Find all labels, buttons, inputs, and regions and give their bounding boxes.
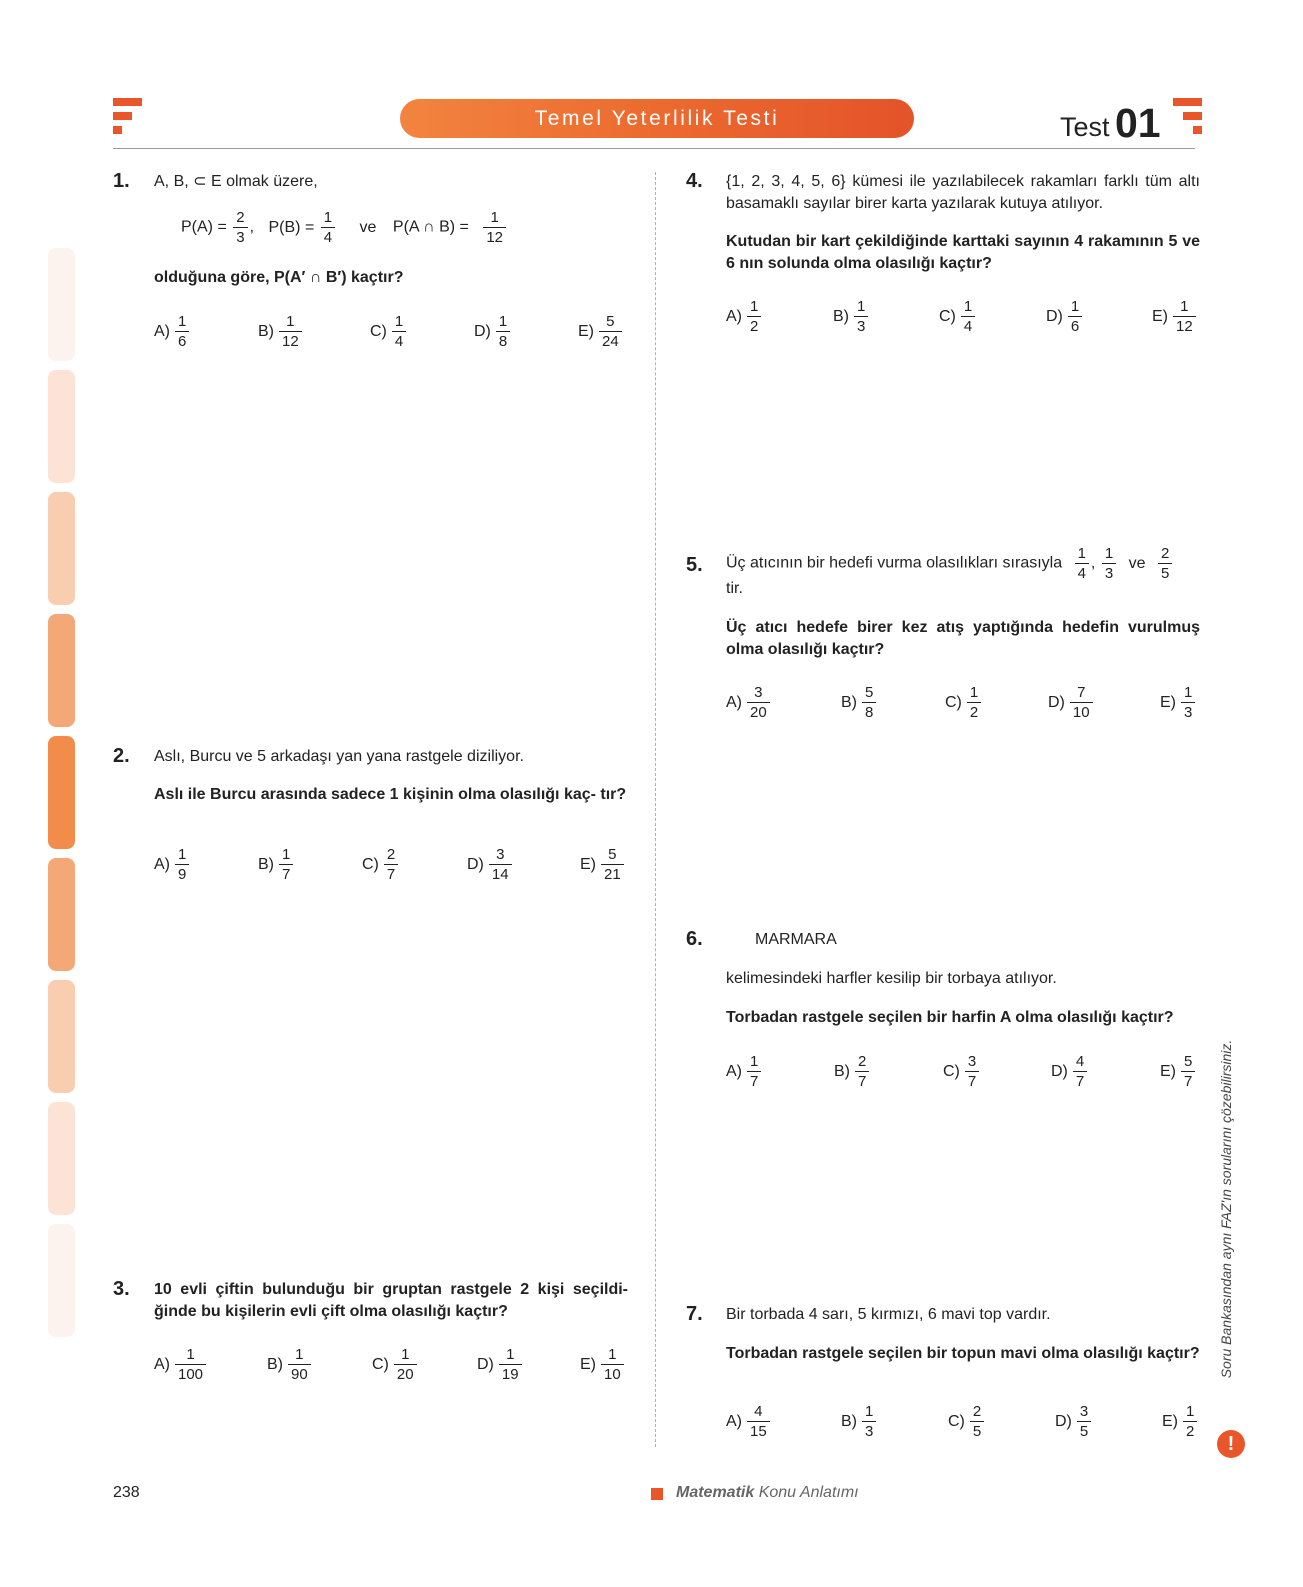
answer-option-e[interactable]: E) $\frac{5}{21}$: [580, 845, 626, 884]
answer-option-d[interactable]: D) $\frac{7}{10}$: [1048, 683, 1095, 722]
test-label: Test: [1060, 112, 1110, 142]
answer-option-e[interactable]: E) $\frac{1}{2}$: [1162, 1402, 1199, 1441]
answer-option-e[interactable]: E) $\frac{1}{3}$: [1160, 683, 1197, 722]
answer-option-d[interactable]: D) $\frac{1}{8}$: [474, 312, 512, 351]
answer-option-b[interactable]: B) $\frac{5}{8}$: [841, 683, 878, 722]
question-text: Kutudan bir kart çekildiğinde karttaki sayının 4 rakamının 5 ve 6 nın solunda olma olasılığı kaçtır?: [726, 233, 1200, 272]
answer-option-a[interactable]: A) $\frac{1}{9}$: [154, 845, 191, 884]
answer-option-a[interactable]: A) $\frac{4}{15}$: [726, 1402, 772, 1441]
answer-option-c[interactable]: C) $\frac{3}{7}$: [943, 1052, 981, 1091]
question-number: 4.: [686, 170, 703, 192]
footer-square-icon: [651, 1488, 663, 1500]
answer-option-b[interactable]: B) $\frac{1}{3}$: [841, 1402, 878, 1441]
answer-option-e[interactable]: E) $\frac{5}{7}$: [1160, 1052, 1197, 1091]
side-tab: [48, 858, 75, 971]
answer-option-b[interactable]: B) $\frac{2}{7}$: [834, 1052, 871, 1091]
answer-option-c[interactable]: C) $\frac{1}{4}$: [939, 297, 977, 336]
answer-option-c[interactable]: C) $\frac{1}{4}$: [370, 312, 408, 351]
header-rule: [113, 148, 1195, 149]
question-intro: A, B, ⊂ E olmak üzere,: [154, 173, 318, 190]
side-tab: [48, 980, 75, 1093]
answer-option-d[interactable]: D) $\frac{1}{6}$: [1046, 297, 1084, 336]
question-number: 1.: [113, 170, 130, 192]
question-number: 5.: [686, 554, 703, 576]
test-number: 01: [1115, 100, 1161, 146]
column-divider: [655, 172, 656, 1447]
fraction: $\frac{1}{3}$: [1102, 544, 1116, 583]
question-text: Torbadan rastgele seçilen bir topun mavi olma olasılığı kaçtır?: [726, 1345, 1200, 1362]
question-number: 3.: [113, 1278, 130, 1300]
footer-brand: Matematik Konu Anlatımı: [676, 1484, 859, 1501]
side-tab: [48, 248, 75, 361]
probability-formula: P(A) = $\frac{2}{3}$ , P(B) = $\frac{1}{4}$ ve P(A ∩ B) = $\frac{1}{12}$: [181, 208, 508, 247]
question-word: MARMARA: [755, 931, 837, 948]
question-text: Üç atıcı hedefe birer kez atış yaptığında hedefin vurulmuş olma olasılığı kaçtır?: [726, 619, 1200, 658]
question-intro: {1, 2, 3, 4, 5, 6} kümesi ile yazılabilecek rakamları farklı tüm altı basamaklı sayılar birer karta yazılarak kutuya atılıyor.: [726, 173, 1200, 212]
side-tab: [48, 1102, 75, 1215]
question-text: 10 evli çiftin bulunduğu bir gruptan rastgele 2 kişi seçildi- ğinde bu kişilerin evli çift olma olasılığı kaçtır?: [154, 1281, 628, 1320]
answer-option-d[interactable]: D) $\frac{1}{19}$: [477, 1345, 524, 1384]
answer-option-b[interactable]: B) $\frac{1}{3}$: [833, 297, 870, 336]
answer-option-e[interactable]: E) $\frac{5}{24}$: [578, 312, 624, 351]
answer-option-c[interactable]: C) $\frac{2}{5}$: [948, 1402, 986, 1441]
answer-option-a[interactable]: A) $\frac{1}{2}$: [726, 297, 763, 336]
answer-option-e[interactable]: E) $\frac{1}{12}$: [1152, 297, 1198, 336]
question-intro: Üç atıcının bir hedefi vurma olasılıkları sırasıyla $\frac{1}{4}$ , $\frac{1}{3}$ ve $\frac{2}{5}$: [726, 544, 1174, 583]
side-tab: [48, 614, 75, 727]
answer-option-a[interactable]: A) $\frac{1}{100}$: [154, 1345, 208, 1384]
question-text: olduğuna göre, P(A′ ∩ B′) kaçtır?: [154, 269, 404, 286]
answer-option-a[interactable]: A) $\frac{1}{7}$: [726, 1052, 763, 1091]
answer-option-d[interactable]: D) $\frac{3}{14}$: [467, 845, 514, 884]
answer-option-a[interactable]: A) $\frac{1}{6}$: [154, 312, 191, 351]
answer-option-c[interactable]: C) $\frac{1}{2}$: [945, 683, 983, 722]
answer-option-b[interactable]: B) $\frac{1}{12}$: [258, 312, 304, 351]
question-text: Aslı ile Burcu arasında sadece 1 kişinin olma olasılığı kaç- tır?: [154, 786, 627, 803]
question-number: 7.: [686, 1303, 703, 1325]
answer-option-b[interactable]: B) $\frac{1}{7}$: [258, 845, 295, 884]
page-number: 238: [113, 1484, 140, 1501]
header-title: Temel Yeterlilik Testi: [400, 99, 914, 138]
answer-option-c[interactable]: C) $\frac{1}{20}$: [372, 1345, 419, 1384]
fraction: $\frac{1}{4}$: [1075, 544, 1089, 583]
question-number: 2.: [113, 745, 130, 767]
answer-option-c[interactable]: C) $\frac{2}{7}$: [362, 845, 400, 884]
side-tab: [48, 492, 75, 605]
warning-icon: !: [1217, 1430, 1245, 1458]
fraction: $\frac{1}{4}$: [321, 208, 335, 247]
question-intro: Bir torbada 4 sarı, 5 kırmızı, 6 mavi top vardır.: [726, 1306, 1051, 1323]
question-text: Torbadan rastgele seçilen bir harfin A olma olasılığı kaçtır?: [726, 1009, 1174, 1026]
answer-option-a[interactable]: A) $\frac{3}{20}$: [726, 683, 772, 722]
question-intro: kelimesindeki harfler kesilip bir torbaya atılıyor.: [726, 970, 1057, 987]
side-tab: [48, 370, 75, 483]
side-tab: [48, 1224, 75, 1337]
fraction: $\frac{2}{5}$: [1158, 544, 1172, 583]
fraction: $\frac{2}{3}$: [233, 208, 247, 247]
answer-option-d[interactable]: D) $\frac{4}{7}$: [1051, 1052, 1089, 1091]
side-tab: [48, 736, 75, 849]
fraction: $\frac{1}{12}$: [483, 208, 506, 247]
question-intro: Aslı, Burcu ve 5 arkadaşı yan yana rastgele diziliyor.: [154, 748, 524, 765]
answer-option-e[interactable]: E) $\frac{1}{10}$: [580, 1345, 626, 1384]
question-intro-end: tir.: [726, 580, 743, 597]
question-number: 6.: [686, 928, 703, 950]
answer-option-b[interactable]: B) $\frac{1}{90}$: [267, 1345, 313, 1384]
answer-option-d[interactable]: D) $\frac{3}{5}$: [1055, 1402, 1093, 1441]
